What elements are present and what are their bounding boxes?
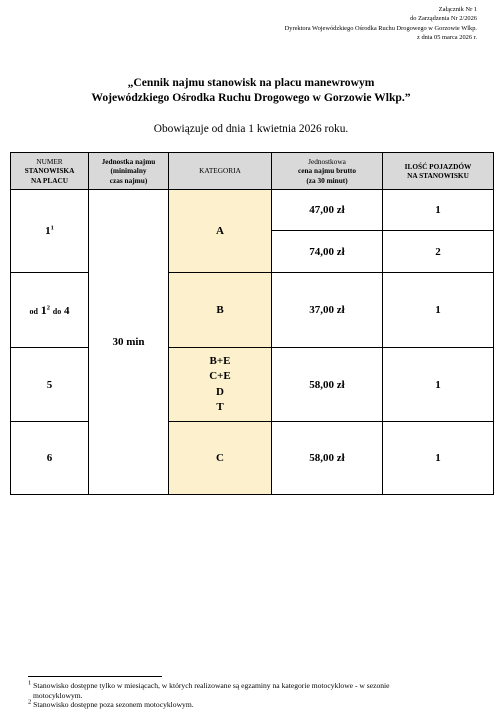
station-range-mid: do (52, 306, 62, 316)
annex-line: do Zarządzenia Nr 2/2026 (410, 15, 477, 23)
header-text: (za 30 minut) (306, 175, 348, 185)
station-number: 1 (40, 302, 47, 317)
header-text: STANOWISKA (24, 166, 75, 176)
header-category (169, 153, 272, 190)
title-line: „Cennik najmu stanowisk na placu manewrowym (127, 76, 375, 89)
category-cell: C (169, 422, 272, 495)
footnote-mark: 2 (28, 698, 32, 706)
category-cell: B (169, 273, 272, 348)
price-cell: 37,00 zł (272, 273, 383, 348)
station-number-cell (11, 273, 89, 348)
station-number-cell: 5 (11, 348, 89, 422)
header-text: (minimalny (110, 166, 147, 176)
price-cell: 47,00 zł (272, 190, 383, 231)
header-text: Jednostka najmu (101, 157, 156, 167)
footnotes (28, 681, 483, 710)
station-number: 1 (45, 225, 51, 237)
table-row (11, 422, 494, 495)
document-title (0, 75, 502, 105)
vehicle-count-cell: 1 (383, 348, 494, 422)
vehicle-count-cell: 1 (383, 273, 494, 348)
title-line: Wojewódzkiego Ośrodka Ruchu Drogowego w Gorzowie Wlkp.” (91, 91, 411, 104)
header-text: cena najmu brutto (298, 166, 356, 176)
header-text: ILOŚĆ POJAZDÓW (404, 161, 472, 171)
price-cell: 58,00 zł (272, 348, 383, 422)
price-cell: 58,00 zł (272, 422, 383, 495)
footnote-separator (28, 676, 162, 677)
rental-unit-cell: 30 min (89, 190, 169, 495)
table-row (11, 190, 494, 231)
header-unit-price (272, 153, 383, 190)
station-number-cell (11, 190, 89, 273)
category-cell (169, 348, 272, 422)
header-row (11, 153, 494, 190)
table-row (11, 348, 494, 422)
header-text: Jednostkowa (308, 157, 346, 167)
header-vehicle-count (383, 153, 494, 190)
vehicle-count-cell: 2 (383, 231, 494, 273)
station-number: 4 (63, 304, 70, 317)
footnote-2 (28, 700, 483, 710)
annex-line: z dnia 05 marca 2026 r. (417, 33, 477, 41)
footnote-1 (28, 681, 483, 691)
header-station-number (11, 153, 89, 190)
annex-line: Załącznik Nr 1 (438, 6, 477, 13)
effective-date: Obowiązuje od dnia 1 kwietnia 2026 roku. (153, 123, 349, 135)
vehicle-count-cell: 1 (383, 422, 494, 495)
annex-line: Dyrektora Wojewódzkiego Ośrodka Ruchu Drogowego w Gorzowie Wlkp. (284, 24, 477, 32)
vehicle-count-cell: 1 (383, 190, 494, 231)
price-cell: 74,00 zł (272, 231, 383, 273)
category-label: C+E (209, 370, 231, 382)
category-label: D (216, 385, 224, 398)
footnote-text: Stanowisko dostępne poza sezonem motocyklowym. (33, 700, 194, 710)
footnote-ref: 1 (50, 224, 54, 232)
footnote-ref: 2 (46, 303, 50, 311)
station-range-prefix: od (29, 306, 38, 316)
price-table (10, 152, 494, 495)
header-text: KATEGORIA (199, 166, 241, 176)
category-label: T (216, 401, 224, 413)
header-text: NA STANOWISKU (407, 171, 469, 180)
footnote-text: Stanowisko dostępne tylko w miesiącach, w których realizowane są egzaminy na kategorie motocyklowe - w sezonie (33, 681, 390, 690)
header-text: NA PLACU (30, 175, 69, 185)
category-cell: A (169, 190, 272, 273)
category-label: B+E (209, 354, 231, 367)
footnote-1-continued: motocyklowym. (33, 690, 83, 700)
annex-note (137, 5, 477, 42)
header-rental-unit (89, 153, 169, 190)
table-row (11, 273, 494, 348)
footnote-mark: 1 (28, 679, 32, 687)
header-text: NUMER (36, 157, 63, 167)
header-text: czas najmu) (109, 175, 148, 185)
station-number-cell: 6 (11, 422, 89, 495)
